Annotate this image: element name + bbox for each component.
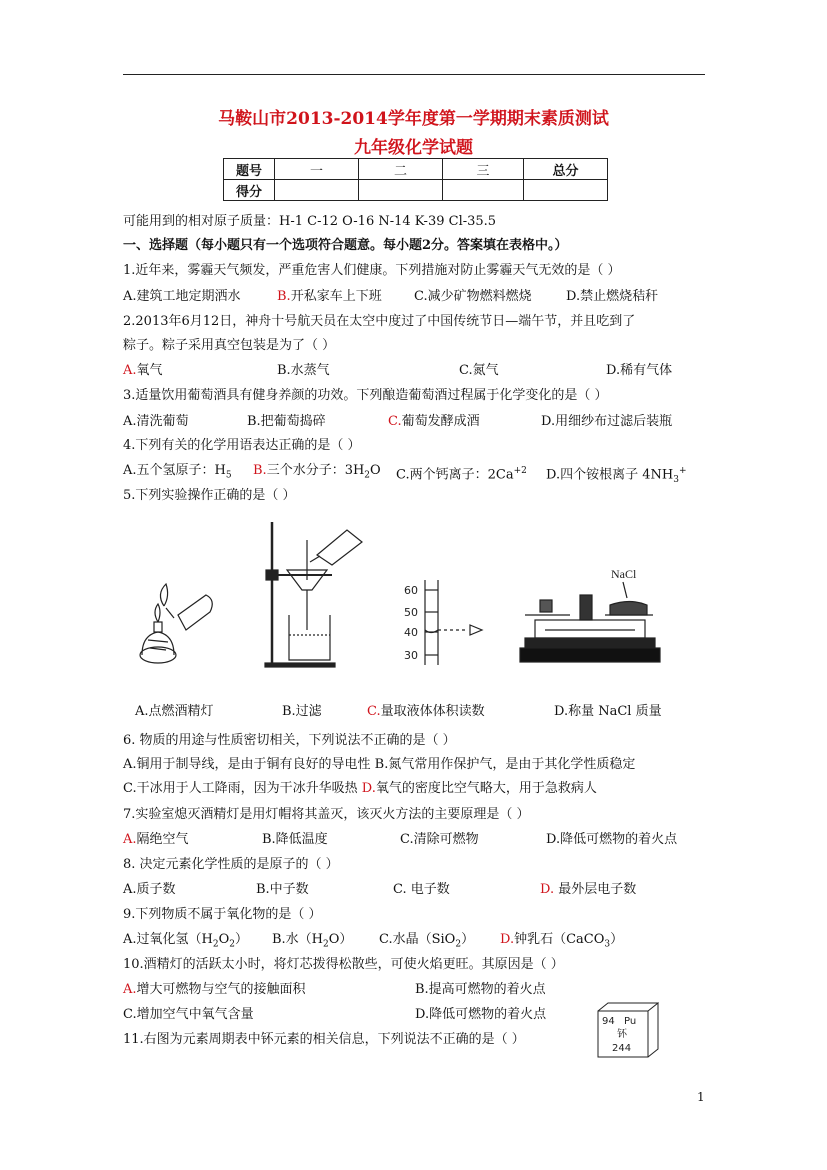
- option-a: [123, 931, 248, 954]
- option-text: C.两个钙离子：2Ca: [396, 467, 514, 483]
- question-stem: 8. 决定元素化学性质的是原子的（ ）: [123, 857, 339, 872]
- graduated-cylinder-figure: [400, 580, 500, 665]
- filtration-figure: [262, 520, 372, 670]
- figure-caption-a: A.点燃酒精灯: [135, 704, 214, 719]
- score-table-cell: 题号: [224, 159, 275, 180]
- question-stem: 1.近年来，雾霾天气频发，严重危害人们健康。下列措施对防止雾霾天气无效的是（ ）: [123, 263, 621, 278]
- option-c: [396, 462, 527, 484]
- page-title: 马鞍山市2013-2014学年度第一学期期末素质测试: [218, 109, 609, 129]
- score-table-cell: 总分: [524, 159, 608, 180]
- score-table: [223, 158, 608, 201]
- option-b: B.中子数: [256, 882, 309, 897]
- option-text: 氧气: [136, 363, 163, 378]
- subscript: 5: [225, 470, 232, 481]
- option-text: A.五个氢原子：H: [123, 463, 226, 478]
- option-text: 增大可燃物与空气的接触面积: [136, 982, 306, 997]
- option-d: [546, 462, 687, 489]
- options-cd: [123, 780, 597, 798]
- option-text: 钟乳石（CaCO: [514, 932, 605, 947]
- atomic-masses: 可能用到的相对原子质量：H-1 C-12 O-16 N-14 K-39 Cl-35.5: [123, 214, 497, 229]
- option-c: C.减少矿物燃料燃烧: [414, 289, 532, 304]
- option-b: B.水蒸气: [277, 363, 330, 378]
- option-text: 最外层电子数: [554, 882, 637, 897]
- score-input-cell[interactable]: [359, 180, 443, 201]
- option-d: D.降低可燃物的着火点: [415, 1007, 547, 1022]
- atomic-number: 94: [602, 1016, 615, 1027]
- option-c: C.干冰用于人工降雨，因为干冰升华吸热: [123, 781, 362, 796]
- option-text: ）: [235, 932, 249, 947]
- option-a: [123, 981, 306, 999]
- page-number: 1: [697, 1090, 705, 1104]
- option-text: O: [218, 932, 230, 947]
- cylinder-tick-label: 30: [404, 649, 418, 662]
- subscript: 3: [673, 474, 679, 485]
- header-rule: [123, 74, 705, 75]
- score-table-cell: 一: [275, 159, 359, 180]
- score-table-cell: 得分: [224, 180, 275, 201]
- option-a: A.清洗葡萄: [123, 414, 189, 429]
- cylinder-tick-label: 40: [404, 626, 418, 639]
- answer-letter: D.: [361, 781, 376, 796]
- option-c: C.增加空气中氧气含量: [123, 1007, 254, 1022]
- option-b: [272, 931, 352, 954]
- option-a: [123, 362, 163, 380]
- question-stem: 4.下列有关的化学用语表达正确的是（ ）: [123, 438, 361, 453]
- subscript: 2: [455, 939, 462, 950]
- nacl-label: NaCl: [611, 567, 637, 581]
- question-stem: 9.下列物质不属于氧化物的是（ ）: [123, 907, 322, 922]
- option-b: [253, 462, 381, 485]
- score-input-cell[interactable]: [524, 180, 608, 201]
- superscript: +2: [513, 466, 527, 476]
- subscript: 2: [229, 939, 235, 950]
- option-d: D.用细纱布过滤后装瓶: [541, 414, 673, 429]
- option-d: 氧气的密度比空气略大，用于急救病人: [375, 781, 597, 796]
- option-text: ）: [610, 932, 624, 947]
- score-table-cell: 三: [443, 159, 524, 180]
- option-b: B.把葡萄捣碎: [247, 414, 326, 429]
- option-c: [388, 413, 480, 431]
- option-a: [123, 462, 232, 485]
- subscript: 2: [212, 939, 219, 950]
- subscript: 2: [364, 470, 371, 481]
- cylinder-tick-label: 60: [404, 584, 418, 597]
- question-stem: 3.适量饮用葡萄酒具有健身养颜的功效。下列酿造葡萄酒过程属于化学变化的是（ ）: [123, 388, 608, 403]
- option-a: A.建筑工地定期洒水: [123, 289, 241, 304]
- caption-text: 量取液体体积读数: [380, 704, 485, 719]
- question-stem: 10.酒精灯的活跃太小时，将灯芯拨得松散些，可使火焰更旺。其原因是（ ）: [123, 957, 564, 972]
- balance-figure: [515, 560, 675, 670]
- score-table-header-row: [224, 159, 608, 180]
- option-d: D.稀有气体: [606, 363, 673, 378]
- option-a: A.质子数: [123, 882, 176, 897]
- option-d: [500, 931, 623, 954]
- page-subtitle: 九年级化学试题: [354, 138, 473, 158]
- option-text: O: [370, 463, 381, 478]
- option-text: 葡萄发酵成酒: [401, 414, 480, 429]
- option-c: C. 电子数: [393, 882, 450, 897]
- figure-caption-c: [367, 700, 485, 719]
- question-stem: 2.2013年6月12日，神舟十号航天员在太空中度过了中国传统节日—端午节，并且吃到了: [123, 314, 636, 329]
- option-text: ）: [461, 932, 475, 947]
- answer-letter: D.: [540, 882, 555, 897]
- element-tile-plutonium: [597, 1002, 659, 1058]
- option-a: [123, 831, 189, 849]
- score-table-cell: 二: [359, 159, 443, 180]
- answer-letter: A.: [123, 982, 137, 997]
- alcohol-lamp-lighting-figure: [138, 570, 218, 670]
- option-d: D.禁止燃烧秸秆: [566, 289, 659, 304]
- question-stem: 6. 物质的用途与性质密切相关，下列说法不正确的是（ ）: [123, 733, 456, 748]
- question-stem: 7.实验室熄灭酒精灯是用灯帽将其盖灭，该灭火方法的主要原理是（ ）: [123, 807, 530, 822]
- option-text: A.过氧化氢（H: [123, 932, 213, 947]
- answer-letter: A.: [123, 832, 137, 847]
- option-b: [277, 288, 382, 306]
- element-name: 钚: [617, 1029, 627, 1040]
- answer-letter: B.: [277, 289, 291, 304]
- option-text: D.四个铵根离子 4NH: [546, 467, 674, 483]
- cylinder-tick-label: 50: [404, 606, 418, 619]
- subscript: 3: [604, 939, 611, 950]
- option-d: D.降低可燃物的着火点: [546, 832, 678, 847]
- option-c: C.氮气: [459, 363, 499, 378]
- score-table-score-row: [224, 180, 608, 201]
- option-c: [379, 931, 474, 954]
- option-text: O）: [328, 932, 353, 947]
- option-b: B.降低温度: [262, 832, 328, 847]
- option-text: C.水晶（SiO: [379, 932, 456, 947]
- answer-letter: D.: [500, 932, 515, 947]
- superscript: +: [678, 466, 687, 476]
- option-c: C.清除可燃物: [400, 832, 479, 847]
- score-input-cell[interactable]: [443, 180, 524, 201]
- element-symbol: Pu: [624, 1016, 637, 1027]
- options-ab: A.铜用于制导线，是由于铜有良好的导电性 B.氮气常用作保护气，是由于其化学性质稳定: [123, 757, 636, 772]
- question-stem: 11.右图为元素周期表中钚元素的相关信息，下列说法不正确的是（ ）: [123, 1032, 525, 1047]
- figure-caption-b: B.过滤: [282, 704, 322, 719]
- answer-letter: C.: [388, 414, 402, 429]
- question-stem: 粽子。粽子采用真空包装是为了（ ）: [123, 338, 336, 353]
- score-input-cell[interactable]: [275, 180, 359, 201]
- answer-letter: A.: [123, 363, 137, 378]
- option-text: B.水（H: [272, 932, 324, 947]
- option-b: B.提高可燃物的着火点: [415, 982, 546, 997]
- section-heading: 一、选择题（每小题只有一个选项符合题意。每小题2分。答案填在表格中。）: [123, 238, 568, 253]
- option-text: 三个水分子：3H: [266, 463, 365, 478]
- option-text: 开私家车上下班: [290, 289, 382, 304]
- option-text: 隔绝空气: [136, 832, 189, 847]
- subscript: 2: [323, 939, 329, 950]
- answer-letter: B.: [253, 463, 267, 478]
- option-d: [540, 881, 636, 899]
- question-stem: 5.下列实验操作正确的是（ ）: [123, 488, 296, 503]
- atomic-mass: 244: [612, 1043, 632, 1054]
- figure-caption-d: D.称量 NaCl 质量: [554, 704, 662, 719]
- answer-letter: C.: [367, 704, 381, 719]
